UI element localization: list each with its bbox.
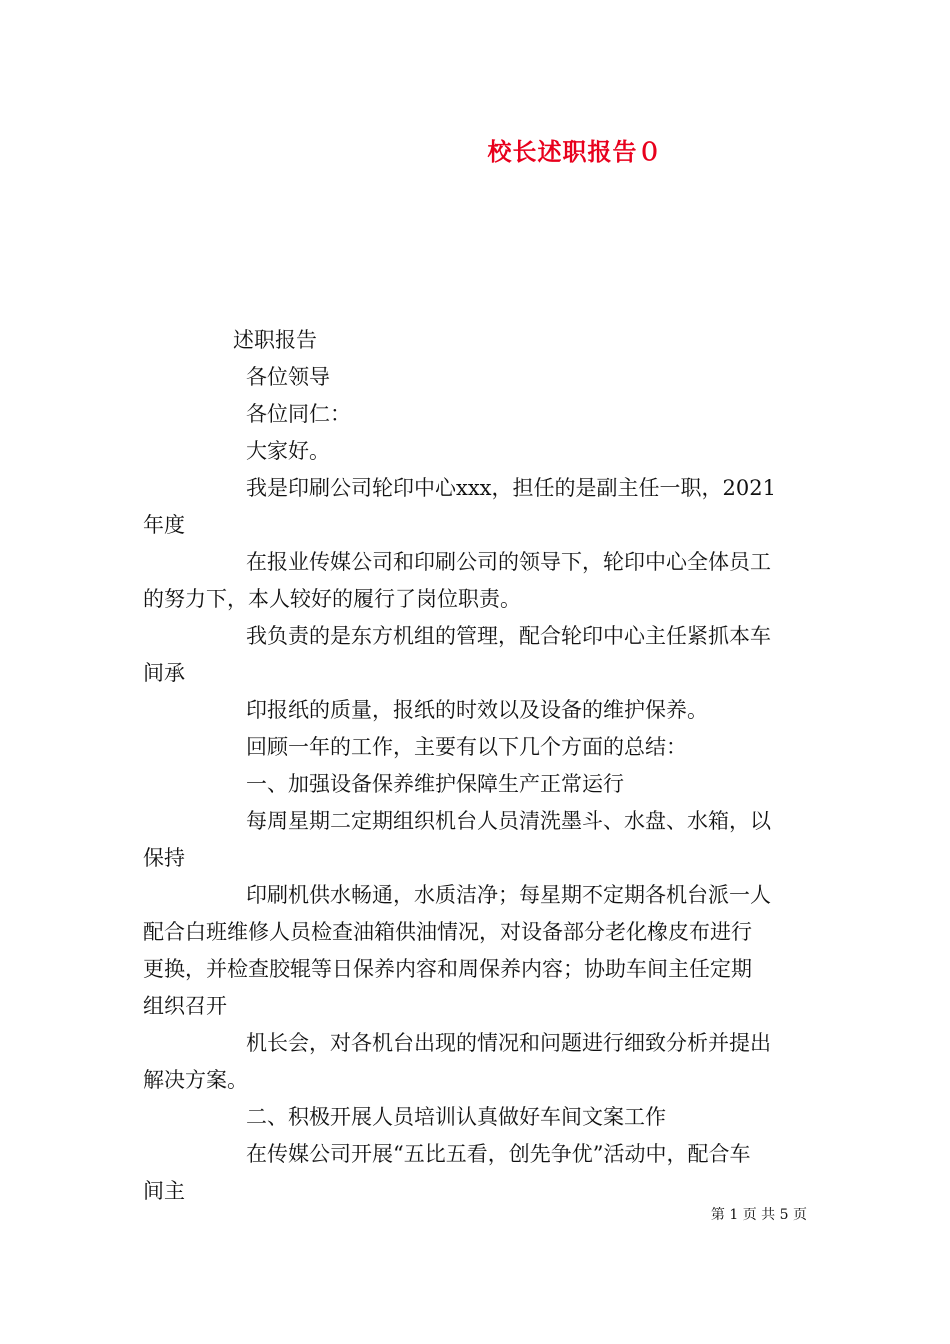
document-body <box>143 322 807 1210</box>
body-line: 间主 <box>143 1179 185 1203</box>
body-line: 配合白班维修人员检查油箱供油情况，对设备部分老化橡皮布进行 <box>143 920 752 944</box>
body-line: 机长会，对各机台出现的情况和问题进行细致分析并提出 <box>246 1031 771 1055</box>
body-line: 每周星期二定期组织机台人员清洗墨斗、水盘、水箱，以 <box>246 809 771 833</box>
page-footer: 第 1 页 共 5 页 <box>710 1207 807 1223</box>
body-line: 各位领导 <box>246 365 330 389</box>
body-line: 我是印刷公司轮印中心xxx，担任的是副主任一职，2021 <box>246 476 776 500</box>
body-line: 更换，并检查胶辊等日保养内容和周保养内容；协助车间主任定期 <box>143 957 752 981</box>
body-line: 大家好。 <box>246 439 330 463</box>
body-line: 各位同仁： <box>246 402 351 426</box>
document-title: 校长述职报告０ <box>487 137 663 166</box>
body-line: 在传媒公司开展“五比五看，创先争优”活动中，配合车 <box>246 1142 751 1166</box>
body-line: 的努力下，本人较好的履行了岗位职责。 <box>143 587 521 611</box>
body-line: 我负责的是东方机组的管理，配合轮印中心主任紧抓本车 <box>246 624 771 648</box>
body-line: 保持 <box>143 846 185 870</box>
body-line: 间承 <box>143 661 185 685</box>
body-line: 回顾一年的工作，主要有以下几个方面的总结： <box>246 735 687 759</box>
body-line: 年度 <box>143 513 185 537</box>
body-line: 解决方案。 <box>143 1068 248 1092</box>
body-line: 在报业传媒公司和印刷公司的领导下，轮印中心全体员工 <box>246 550 771 574</box>
body-line: 二、积极开展人员培训认真做好车间文案工作 <box>246 1105 666 1129</box>
body-line: 印刷机供水畅通，水质洁净；每星期不定期各机台派一人 <box>246 883 771 907</box>
body-line: 述职报告 <box>233 328 317 352</box>
body-line: 组织召开 <box>143 994 227 1018</box>
body-line: 一、加强设备保养维护保障生产正常运行 <box>246 772 624 796</box>
body-line: 印报纸的质量，报纸的时效以及设备的维护保养。 <box>246 698 708 722</box>
